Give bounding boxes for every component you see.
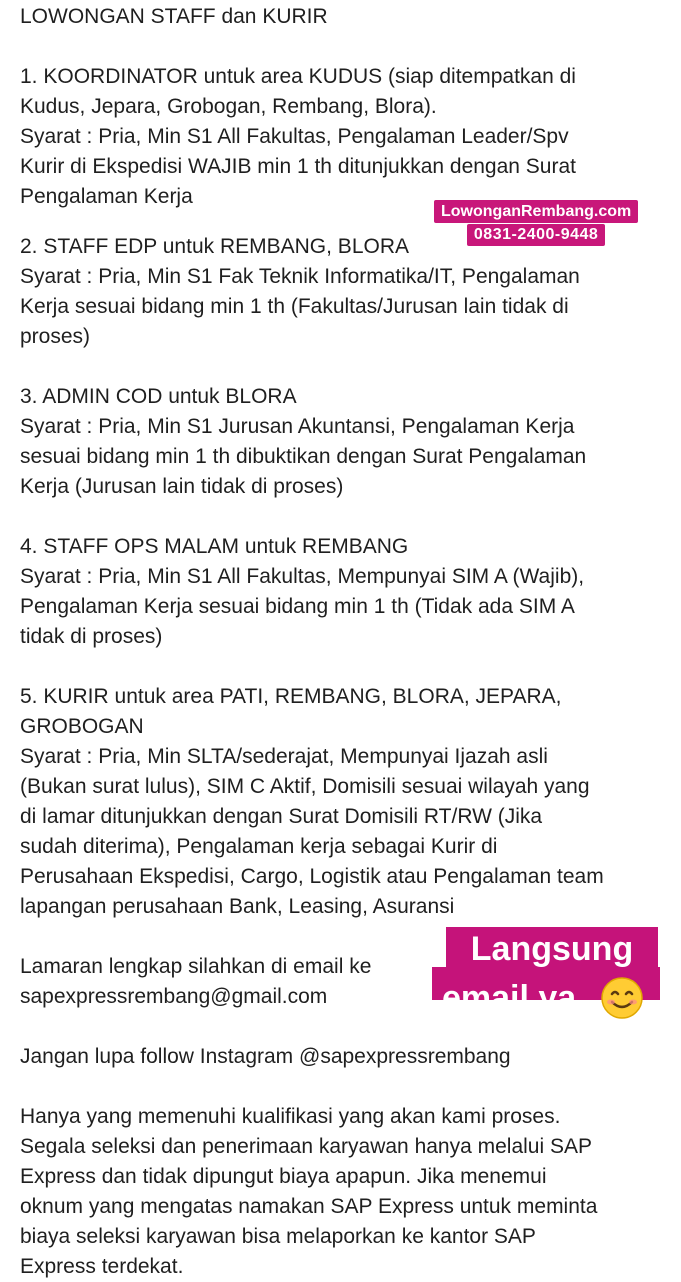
job-posting [20, 2, 670, 1282]
job-requirement-line: Perusahaan Ekspedisi, Cargo, Logistik atau Pengalaman team [20, 865, 604, 888]
job-requirement-line: lapangan perusahaan Bank, Leasing, Asuransi [20, 895, 455, 918]
job-heading-line: 1. KOORDINATOR untuk area KUDUS (siap ditempatkan di [20, 65, 576, 88]
closing-line: Express dan tidak dipungut biaya apapun. Jika menemui [20, 1165, 547, 1188]
job-item-staff-ops-malam [20, 532, 670, 652]
job-heading-line: 5. KURIR untuk area PATI, REMBANG, BLORA, JEPARA, [20, 685, 562, 708]
job-requirement-line: Syarat : Pria, Min S1 Jurusan Akuntansi, Pengalaman Kerja [20, 415, 575, 438]
job-requirement-line: Kurir di Ekspedisi WAJIB min 1 th ditunjukkan dengan Surat [20, 155, 576, 178]
job-item-kurir [20, 682, 670, 922]
job-heading-line: Kudus, Jepara, Grobogan, Rembang, Blora). [20, 95, 437, 118]
job-requirement-line: Syarat : Pria, Min S1 All Fakultas, Mempunyai SIM A (Wajib), [20, 565, 585, 588]
closing-line: Segala seleksi dan penerimaan karyawan hanya melalui SAP [20, 1135, 593, 1158]
sticker-line1: Langsung [470, 930, 634, 968]
job-requirement-line: Kerja sesuai bidang min 1 th (Fakultas/Jurusan lain tidak di [20, 295, 569, 318]
closing-line: Hanya yang memenuhi kualifikasi yang akan kami proses. [20, 1105, 561, 1128]
job-item-admin-cod [20, 382, 670, 502]
smiley-icon [600, 976, 644, 1020]
job-heading-line: GROBOGAN [20, 715, 144, 738]
application-email[interactable]: sapexpressrembang@gmail.com [20, 985, 328, 1008]
job-requirement-line: Pengalaman Kerja [20, 185, 193, 208]
posting-title: LOWONGAN STAFF dan KURIR [20, 5, 328, 28]
job-requirement-line: Pengalaman Kerja sesuai bidang min 1 th (Tidak ada SIM A [20, 595, 575, 618]
job-requirement-line: sudah diterima), Pengalaman kerja sebagai Kurir di [20, 835, 498, 858]
closing-line: Express terdekat. [20, 1255, 184, 1278]
job-requirement-line: di lamar ditunjukkan dengan Surat Domisili RT/RW (Jika [20, 805, 543, 828]
watermark-site: LowonganRembang.com [434, 200, 638, 223]
job-requirement-line: tidak di proses) [20, 625, 163, 648]
job-requirement-line: sesuai bidang min 1 th dibuktikan dengan Surat Pengalaman [20, 445, 587, 468]
job-heading-line: 2. STAFF EDP untuk REMBANG, BLORA [20, 235, 410, 258]
sticker-line2: email ya [442, 979, 577, 1017]
job-requirement-line: proses) [20, 325, 91, 348]
application-instruction: Lamaran lengkap silahkan di email ke [20, 955, 372, 978]
job-heading-line: 4. STAFF OPS MALAM untuk REMBANG [20, 535, 409, 558]
watermark-badge [434, 200, 638, 246]
instagram-follow: Jangan lupa follow Instagram @sapexpressrembang [20, 1045, 511, 1068]
job-item-staff-edp [20, 232, 670, 352]
job-requirement-line: (Bukan surat lulus), SIM C Aktif, Domisili sesuai wilayah yang [20, 775, 590, 798]
watermark-phone: 0831-2400-9448 [467, 224, 605, 246]
closing-line: oknum yang mengatas namakan SAP Express untuk meminta [20, 1195, 598, 1218]
job-heading-line: 3. ADMIN COD untuk BLORA [20, 385, 297, 408]
job-requirement-line: Kerja (Jurusan lain tidak di proses) [20, 475, 344, 498]
job-requirement-line: Syarat : Pria, Min S1 Fak Teknik Informatika/IT, Pengalaman [20, 265, 580, 288]
job-requirement-line: Syarat : Pria, Min S1 All Fakultas, Pengalaman Leader/Spv [20, 125, 569, 148]
job-requirement-line: Syarat : Pria, Min SLTA/sederajat, Mempunyai Ijazah asli [20, 745, 548, 768]
closing-line: biaya seleksi karyawan bisa melaporkan ke kantor SAP [20, 1225, 536, 1248]
job-item-koordinator [20, 62, 670, 212]
closing-notice [20, 1102, 670, 1282]
